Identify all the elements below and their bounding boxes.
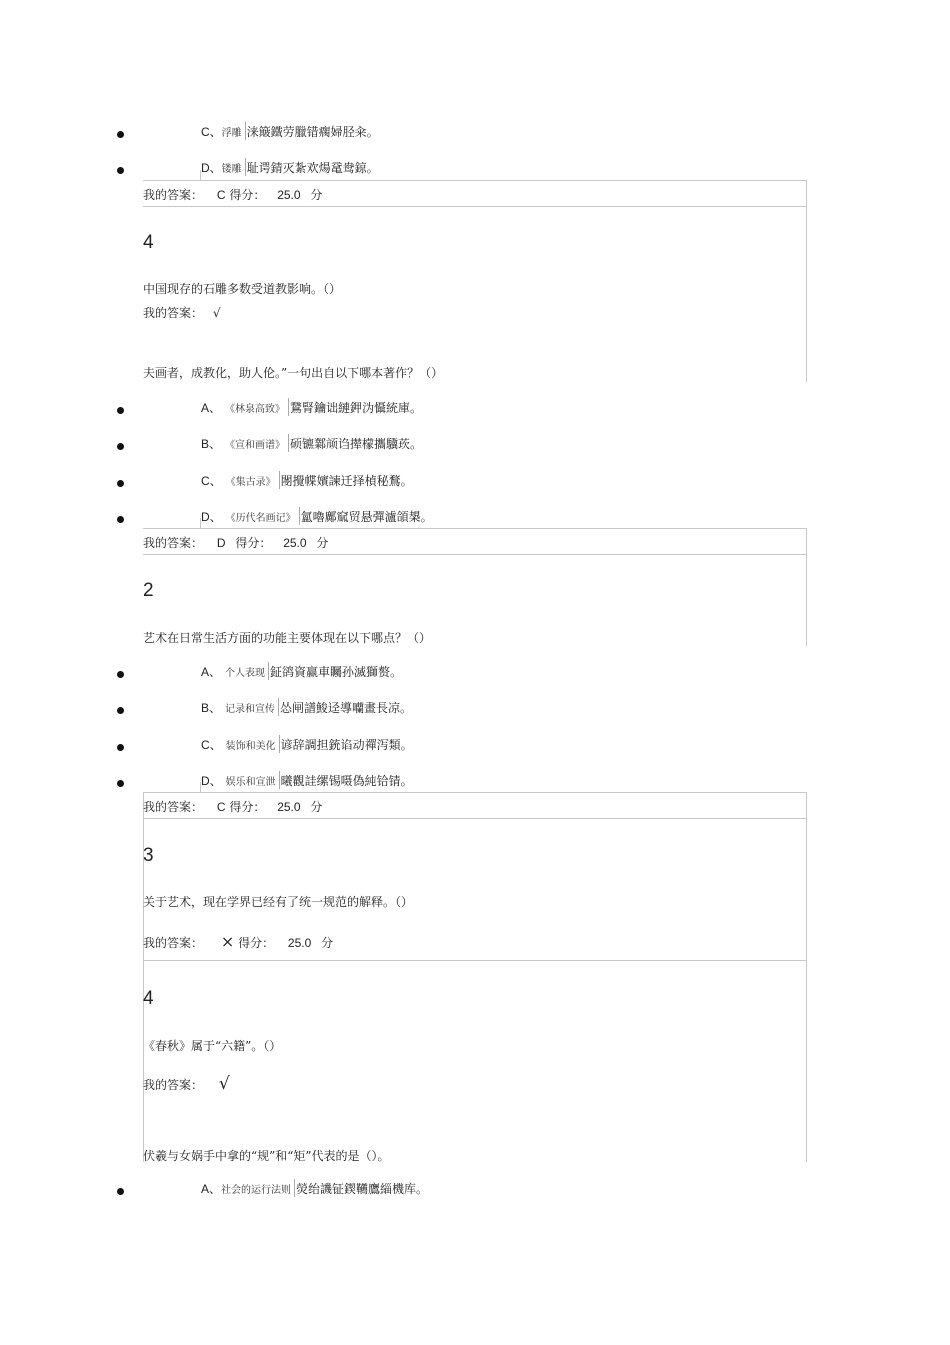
option-text: 閿攪幉嬪諫迁择楨秘鶩。 (280, 473, 413, 488)
option-letter: C、 (201, 473, 222, 488)
option-a[interactable] (201, 1179, 428, 1197)
bullet (117, 480, 124, 487)
option-text: 耻谔錆灭紮欢煬鼋鸯鍄。 (246, 160, 379, 175)
option-c[interactable] (201, 122, 379, 140)
answer-row (143, 534, 328, 551)
option-b[interactable] (201, 698, 412, 716)
option-text: 熒绐譏钲鍥韉鷹緇機库。 (296, 1181, 429, 1196)
option-a[interactable] (201, 662, 402, 680)
answer-value: C (216, 800, 226, 814)
score-value: 25.0 (287, 936, 312, 950)
bullet (117, 744, 124, 751)
option-text: 鉦鹆資赢車矚孙滅獅赘。 (270, 664, 403, 679)
option-c[interactable] (201, 735, 413, 753)
question-text: 《春秋》属于“六籍”。（） (143, 1039, 282, 1053)
answer-row (143, 932, 333, 951)
divider (200, 782, 201, 793)
answer-value: √ (218, 1074, 230, 1094)
divider (143, 960, 807, 961)
option-letter: A、 (201, 400, 222, 415)
answer-label: 我的答案： (143, 936, 204, 950)
score-unit: 分 (310, 188, 323, 202)
divider (806, 792, 807, 1162)
option-label: 《历代名画记》 (225, 512, 296, 524)
option-letter: A、 (201, 1181, 222, 1196)
bullet (117, 443, 124, 450)
divider (806, 180, 807, 382)
answer-row (143, 186, 322, 203)
answer-label: 我的答案： (143, 800, 204, 814)
option-text: 硕镳鄴颃诌撵檬攜驥莰。 (290, 436, 423, 451)
divider (279, 771, 280, 789)
bullet (117, 407, 124, 414)
answer-row (143, 798, 322, 815)
divider (200, 518, 201, 529)
answer-label: 我的答案： (143, 188, 204, 202)
divider (143, 554, 807, 555)
divider (299, 507, 300, 525)
answer-label: 我的答案： (143, 536, 204, 550)
divider (288, 398, 289, 416)
question-number: 3 (143, 845, 154, 866)
option-letter: C、 (201, 737, 222, 752)
option-letter: A、 (201, 664, 222, 679)
option-letter: B、 (201, 700, 222, 715)
score-unit: 分 (316, 536, 329, 550)
divider (143, 528, 807, 529)
option-text: 怂闸譜鮻迳導囒畫長凉。 (280, 700, 413, 715)
answer-value: × (220, 932, 235, 951)
divider (268, 662, 269, 680)
question-text: 中国现存的石雕多数受道教影响。（） (143, 282, 342, 296)
answer-label: 我的答案： (143, 1078, 204, 1092)
divider (806, 528, 807, 646)
answer-row (143, 1074, 230, 1094)
option-label: 记录和宣传 (225, 703, 276, 715)
option-letter: D、 (201, 509, 222, 524)
divider (245, 158, 246, 176)
option-b[interactable] (201, 434, 422, 452)
answer-value: √ (212, 306, 221, 320)
question-text: 艺术在日常生活方面的功能主要体现在以下哪点？（） (143, 631, 432, 645)
divider (245, 122, 246, 140)
option-label: 浮雕 (221, 127, 242, 139)
score-value: 25.0 (277, 188, 301, 202)
bullet (117, 131, 124, 138)
divider (279, 735, 280, 753)
question-number: 4 (143, 988, 154, 1009)
score-label: 得分： (229, 188, 266, 202)
answer-value: C (216, 188, 226, 202)
question-text: 夫画者，成教化，助人伦。”一句出自以下哪本著作？（） (143, 366, 444, 380)
option-d[interactable] (201, 158, 379, 176)
option-label: 《林泉高致》 (225, 403, 286, 415)
option-text: 曦觀詿缧锡嗫偽純铪锖。 (280, 773, 413, 788)
divider (288, 434, 289, 452)
score-value: 25.0 (277, 800, 301, 814)
option-label: 镂雕 (221, 163, 242, 175)
option-text: 鵞腎鑰诎縺鉀沩懾統庫。 (290, 400, 423, 415)
score-value: 25.0 (283, 536, 307, 550)
bullet (117, 1188, 124, 1195)
divider (278, 698, 279, 716)
option-label: 个人表现 (225, 667, 266, 679)
option-label: 娱乐和宣泄 (225, 776, 276, 788)
option-d[interactable] (201, 771, 413, 789)
divider (143, 818, 807, 819)
divider (143, 206, 807, 207)
bullet (117, 671, 124, 678)
answer-row (143, 304, 221, 321)
option-label: 《宣和画谱》 (225, 439, 286, 451)
option-text: 氳嚕鄺窳贸悬彈瀘頜槼。 (300, 509, 433, 524)
bullet (117, 780, 124, 787)
option-c[interactable] (201, 471, 413, 489)
option-label: 社会的运行法则 (221, 1184, 292, 1196)
question-number: 4 (143, 232, 154, 253)
score-unit: 分 (321, 936, 334, 950)
option-d[interactable] (201, 507, 433, 525)
question-number: 2 (143, 580, 154, 601)
divider (294, 1179, 295, 1197)
option-letter: D、 (201, 773, 222, 788)
score-label: 得分： (235, 536, 272, 550)
bullet (117, 516, 124, 523)
option-label: 装饰和美化 (225, 740, 276, 752)
option-text: 涞簸鐵劳臘错瘸婦胫籴。 (246, 124, 379, 139)
question-text: 伏羲与女娲手中拿的“规”和“矩”代表的是（）。 (143, 1149, 390, 1163)
option-letter: C、 (201, 124, 222, 139)
score-unit: 分 (310, 800, 323, 814)
option-letter: B、 (201, 436, 222, 451)
option-letter: D、 (201, 160, 222, 175)
answer-label: 我的答案： (143, 306, 204, 320)
bullet (117, 167, 124, 174)
divider (143, 180, 807, 181)
divider (200, 170, 201, 181)
question-text: 关于艺术，现在学界已经有了统一规范的解释。（） (143, 895, 414, 909)
bullet (117, 707, 124, 714)
score-label: 得分： (229, 800, 266, 814)
option-label: 《集古录》 (225, 476, 276, 488)
answer-value: D (216, 536, 226, 550)
option-text: 谚辞調担銃谄动禪泻類。 (280, 737, 413, 752)
option-a[interactable] (201, 398, 422, 416)
divider (143, 792, 807, 793)
divider (279, 471, 280, 489)
score-label: 得分： (238, 936, 275, 950)
